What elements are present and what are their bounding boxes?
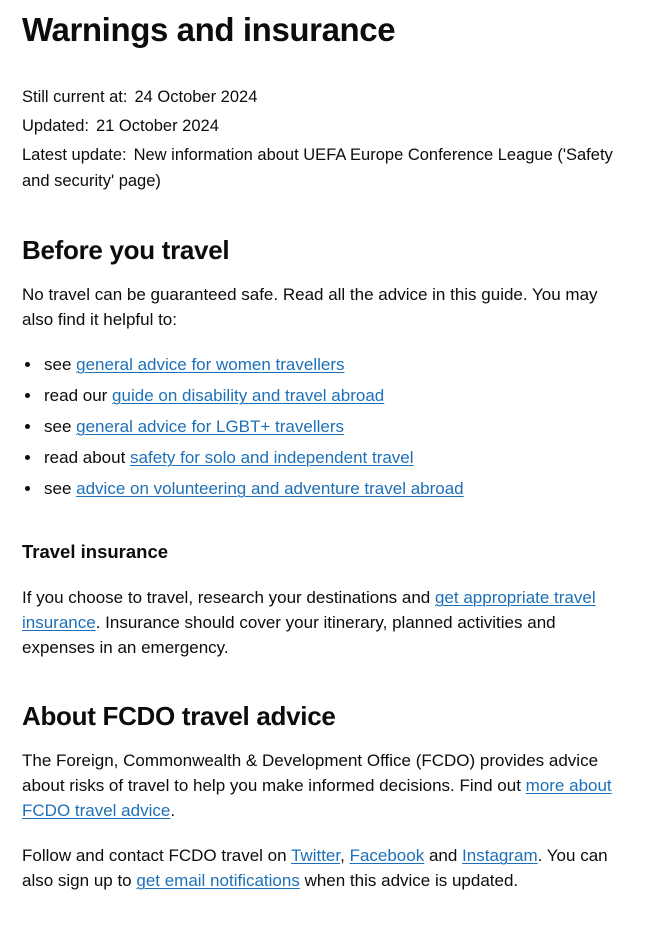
text-segment: see	[44, 417, 77, 437]
meta-updated-value: 21 October 2024	[95, 117, 219, 136]
link-twitter[interactable]: Twitter	[290, 846, 341, 866]
section-heading-about-fcdo: About FCDO travel advice	[22, 701, 336, 732]
text-segment: .	[170, 801, 176, 821]
meta-latest-update-value: New information about UEFA Europe Conference League ('Safety and security' page)	[22, 146, 613, 191]
text-segment: read our	[44, 386, 113, 406]
list-item	[42, 445, 630, 470]
text-segment: when this advice is updated.	[299, 871, 519, 891]
text-segment: . Insurance should cover your itinerary, planned activities and expenses in an emergency.	[22, 613, 556, 658]
text-segment: The Foreign, Commonwealth & Development Office (FCDO) provides advice about risks of travel to help you make informed decisions. Find out	[22, 751, 599, 796]
follow-contact-paragraph	[22, 843, 630, 893]
link-disability-travel[interactable]: guide on disability and travel abroad	[112, 386, 385, 406]
meta-still-current-label: Still current at:	[22, 88, 128, 107]
meta-still-current	[22, 84, 630, 110]
text-segment: Follow and contact FCDO travel on	[22, 846, 291, 866]
link-volunteering-adventure-travel[interactable]: advice on volunteering and adventure travel abroad	[76, 479, 464, 499]
text-segment: see	[44, 355, 77, 375]
subsection-heading-travel-insurance: Travel insurance	[22, 541, 169, 563]
meta-latest-update-label: Latest update:	[22, 146, 127, 165]
text-segment: If you choose to travel, research your destinations and	[22, 588, 435, 608]
meta-still-current-value: 24 October 2024	[134, 88, 258, 107]
text-segment: see	[44, 479, 77, 499]
link-more-fcdo-advice[interactable]: more about FCDO travel advice	[22, 776, 612, 821]
meta-updated	[22, 113, 630, 139]
link-facebook[interactable]: Facebook	[349, 846, 425, 866]
list-item	[42, 476, 630, 501]
travel-insurance-paragraph	[22, 585, 630, 660]
link-travel-insurance[interactable]: get appropriate travel insurance	[22, 588, 596, 633]
text-segment: read about	[44, 448, 131, 468]
link-women-travellers[interactable]: general advice for women travellers	[76, 355, 345, 375]
section-heading-before-you-travel: Before you travel	[22, 235, 230, 266]
list-item	[42, 383, 630, 408]
list-item	[42, 414, 630, 439]
list-item	[42, 352, 630, 377]
text-segment: and	[424, 846, 463, 866]
metadata-block	[22, 84, 630, 194]
text-segment: . You can also sign up to	[22, 846, 608, 891]
text-segment: ,	[340, 846, 350, 866]
page-title: Warnings and insurance	[22, 11, 396, 48]
link-solo-independent-travel[interactable]: safety for solo and independent travel	[130, 448, 414, 468]
intro-paragraph: No travel can be guaranteed safe. Read all the advice in this guide. You may also find it helpful to:	[22, 285, 598, 330]
link-instagram[interactable]: Instagram	[462, 846, 538, 866]
meta-updated-label: Updated:	[22, 117, 89, 136]
meta-latest-update	[22, 142, 630, 194]
helpful-links-list	[22, 352, 630, 501]
link-email-notifications[interactable]: get email notifications	[136, 871, 300, 891]
link-lgbt-travellers[interactable]: general advice for LGBT+ travellers	[76, 417, 345, 437]
about-fcdo-paragraph	[22, 748, 630, 823]
